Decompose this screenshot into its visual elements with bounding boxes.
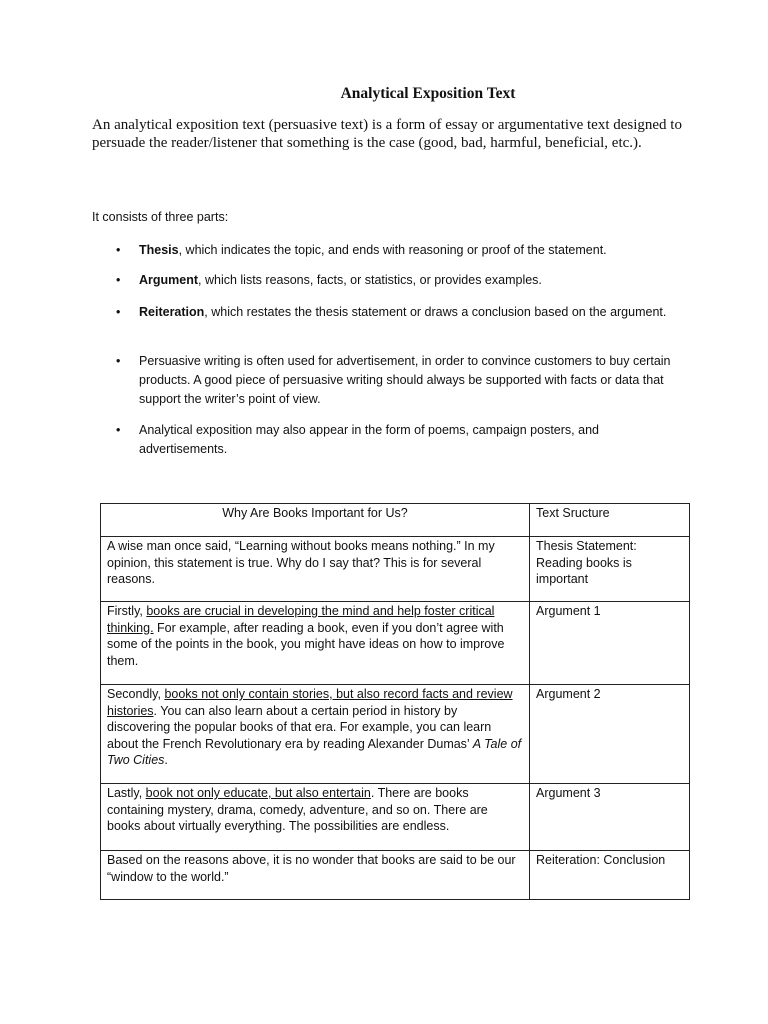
term-reiteration: Reiteration: [139, 305, 205, 319]
argument-description: , which lists reasons, facts, or statistics, or provides examples.: [198, 273, 542, 287]
argument-3-text-cell: [101, 784, 530, 851]
conclusion-text-cell: Based on the reasons above, it is no wonder that books are said to be our “window to the world.”: [101, 851, 530, 900]
supporting-text: . You can also learn about a certain period in history by discovering the popular books of that era. For example, you can learn about the French Revolutionary era by reading Alexander Dumas’: [107, 703, 492, 751]
lead-text: Lastly,: [107, 786, 146, 800]
table-row: [101, 851, 690, 900]
example-table: [100, 503, 690, 900]
term-argument: Argument: [139, 273, 199, 287]
key-point: books not only contain stories, but also record facts and review histories: [107, 687, 513, 718]
list-item-persuasive-writing: [116, 352, 676, 409]
list-item-thesis: [116, 241, 676, 260]
bullet-icon: •: [116, 423, 121, 437]
key-point: book not only educate, but also entertain: [145, 786, 371, 800]
bullet-icon: •: [116, 243, 121, 257]
list-item-reiteration: [116, 303, 676, 322]
book-title: A Tale of Two Cities: [107, 736, 522, 767]
key-point: books are crucial in developing the mind and help foster critical thinking.: [107, 604, 495, 635]
lead-text: Secondly,: [107, 687, 165, 701]
list-item-argument: [116, 271, 676, 290]
persuasive-writing-text: Persuasive writing is often used for advertisement, in order to convince customers to buy certain products. A good piece of persuasive writing should always be supported with facts or data that support the writer’s point of view.: [139, 354, 671, 406]
supporting-text: . There are books containing mystery, drama, comedy, adventure, and so on. There are books about virtually everything. The possibilities are endless.: [107, 786, 488, 833]
bullet-icon: •: [116, 273, 121, 287]
structure-cell: Argument 3: [530, 784, 690, 851]
structure-cell: Reiteration: Conclusion: [530, 851, 690, 900]
intro-paragraph: An analytical exposition text (persuasive text) is a form of essay or argumentative text designed to persuade the reader/listener that something is the case (good, bad, harmful, beneficial, etc.).: [92, 117, 682, 151]
lead-text: Firstly,: [107, 604, 147, 618]
term-thesis: Thesis: [139, 243, 179, 257]
bullet-icon: •: [116, 354, 121, 368]
structure-cell: Argument 1: [530, 602, 690, 685]
reiteration-description: , which restates the thesis statement or draws a conclusion based on the argument.: [204, 305, 667, 319]
document-title: Analytical Exposition Text: [340, 85, 516, 102]
table-row: [101, 685, 690, 784]
header-text-structure: Text Sructure: [530, 504, 690, 537]
thesis-description: , which indicates the topic, and ends with reasoning or proof of the statement.: [178, 243, 607, 257]
parts-heading: It consists of three parts:: [92, 210, 229, 224]
structure-cell: Thesis Statement: Reading books is important: [530, 537, 690, 602]
structure-cell: Argument 2: [530, 685, 690, 784]
supporting-text: For example, after reading a book, even if you don’t agree with some of the points in the book, you might have ideas on how to improve them.: [107, 620, 505, 668]
argument-1-text-cell: [101, 602, 530, 685]
thesis-text-cell: A wise man once said, “Learning without books means nothing.” In my opinion, this statement is true. Why do I say that? This is for several reasons.: [101, 537, 530, 602]
list-item-analytical-exposition: [116, 421, 676, 459]
table-row: [101, 602, 690, 685]
header-example-text: Why Are Books Important for Us?: [101, 504, 530, 537]
analytical-exposition-text: Analytical exposition may also appear in the form of poems, campaign posters, and advertisements.: [139, 423, 599, 456]
trailing-punctuation: .: [164, 753, 168, 767]
argument-2-text-cell: [101, 685, 530, 784]
bullet-icon: •: [116, 305, 121, 319]
table-row: [101, 537, 690, 602]
table-header-row: [101, 504, 690, 537]
table-row: [101, 784, 690, 851]
